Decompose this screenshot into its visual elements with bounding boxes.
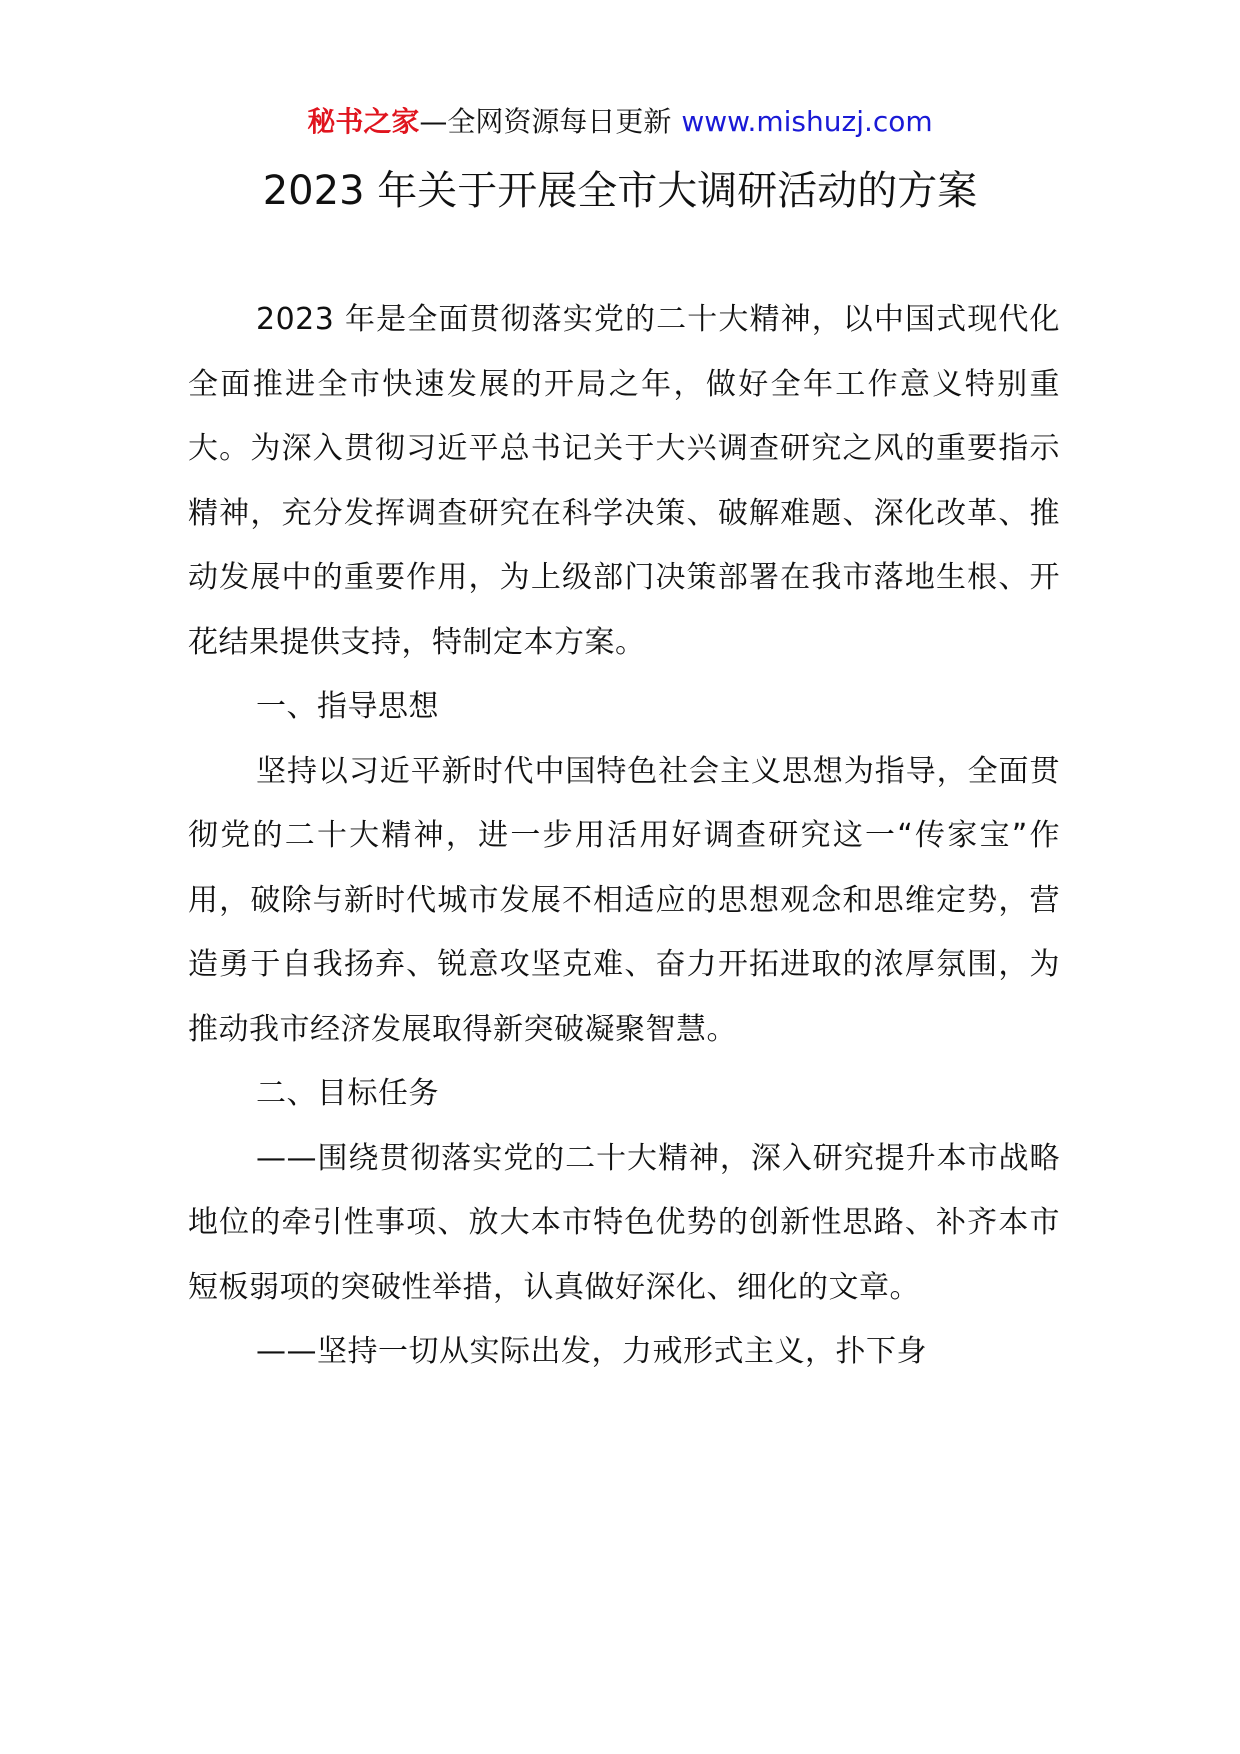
header-tagline: —全网资源每日更新 — [419, 105, 672, 138]
section-heading-goals-tasks: 二、目标任务 — [256, 1076, 439, 1111]
watermark-header — [0, 102, 1240, 142]
goals-item-paragraph: ——坚持一切从实际出发，力戒形式主义，扑下身 — [256, 1334, 927, 1369]
guiding-thought-paragraph: 坚持以习近平新时代中国特色社会主义思想为指导，全面贯彻党的二十大精神，进一步用活用好调查研究这一“传家宝”作用，破除与新时代城市发展不相适应的思想观念和思维定势，营造勇于自我扬弃、锐意攻坚克难、奋力开拓进取的浓厚氛围，为推动我市经济发展取得新突破凝聚智慧。 — [188, 753, 1060, 1047]
brand-name: 秘书之家 — [307, 105, 420, 138]
site-url-link[interactable]: www.mishuzj.com — [681, 105, 933, 138]
section-heading-guiding-thought: 一、指导思想 — [256, 689, 439, 724]
goals-item-paragraph: ——围绕贯彻落实党的二十大精神，深入研究提升本市战略地位的牵引性事项、放大本市特色优势的创新性思路、补齐本市短板弱项的突破性举措，认真做好深化、细化的文章。 — [188, 1140, 1060, 1305]
intro-paragraph: 2023 年是全面贯彻落实党的二十大精神，以中国式现代化全面推进全市快速发展的开局之年，做好全年工作意义特别重大。为深入贯彻习近平总书记关于大兴调查研究之风的重要指示精神，充分发挥调查研究在科学决策、破解难题、深化改革、推动发展中的重要作用，为上级部门决策部署在我市落地生根、开花结果提供支持，特制定本方案。 — [188, 302, 1060, 660]
document-title: 2023 年关于开展全市大调研活动的方案 — [262, 168, 978, 214]
document-body — [188, 288, 1060, 1385]
